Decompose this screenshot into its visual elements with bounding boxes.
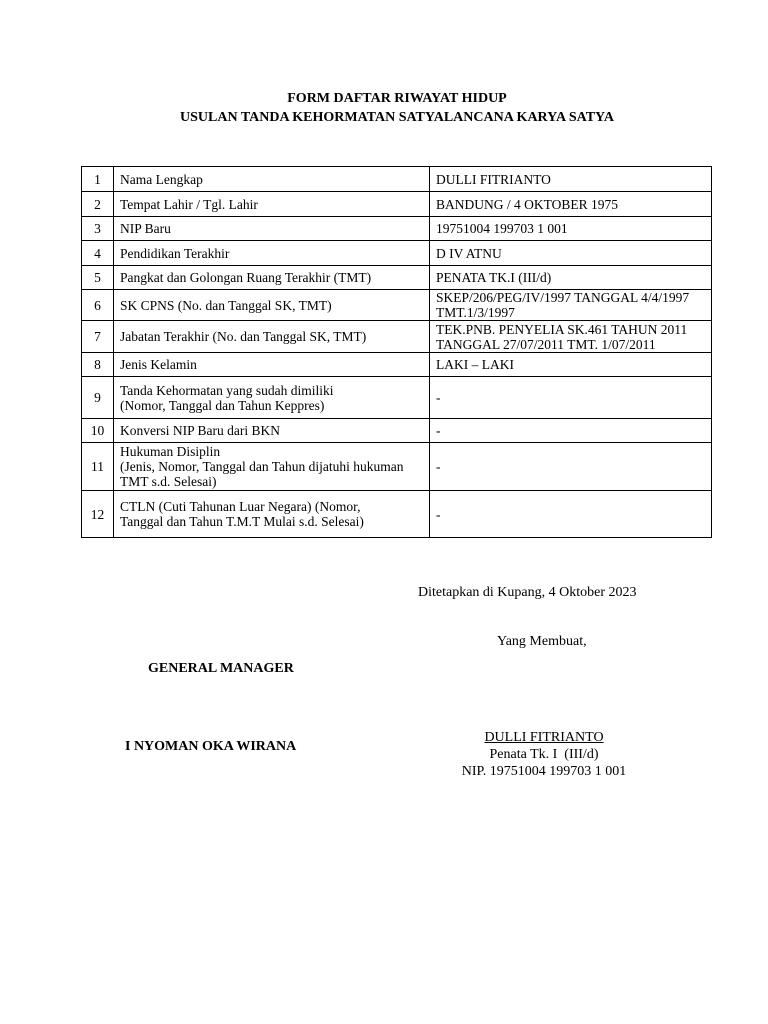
row-value-line: SKEP/206/PEG/IV/1997 TANGGAL 4/4/1997	[436, 290, 690, 305]
row-number: 7	[82, 321, 114, 353]
row-label-line: Tanda Kehormatan yang sudah dimiliki	[120, 382, 334, 398]
row-value: -	[430, 419, 712, 443]
row-label-line: TMT s.d. Selesai)	[120, 474, 217, 489]
row-value-line: TANGGAL 27/07/2011 TMT. 1/07/2011	[436, 336, 656, 352]
table-row	[82, 377, 712, 419]
row-label: Jabatan Terakhir (No. dan Tanggal SK, TMT)	[114, 321, 430, 353]
row-label: Pendidikan Terakhir	[114, 241, 430, 266]
row-value: 19751004 199703 1 001	[430, 217, 712, 241]
row-label-line: Hukuman Disiplin	[120, 444, 221, 459]
row-label	[114, 443, 430, 491]
row-value: -	[430, 377, 712, 419]
place-date: Ditetapkan di Kupang, 4 Oktober 2023	[418, 585, 637, 600]
row-label: Nama Lengkap	[114, 167, 430, 192]
row-value: PENATA TK.I (III/d)	[430, 266, 712, 290]
row-value-line: TMT.1/3/1997	[436, 305, 515, 320]
row-label-line: (Nomor, Tanggal dan Tahun Keppres)	[120, 397, 325, 413]
row-number: 1	[82, 167, 114, 192]
table-row	[82, 353, 712, 377]
row-value	[430, 321, 712, 353]
row-label: Jenis Kelamin	[114, 353, 430, 377]
right-signer-name: DULLI FITRIANTO	[484, 730, 604, 745]
row-number: 2	[82, 192, 114, 217]
table-row	[82, 419, 712, 443]
row-number: 10	[82, 419, 114, 443]
table-row	[82, 321, 712, 353]
table-row	[82, 443, 712, 491]
row-value: DULLI FITRIANTO	[430, 167, 712, 192]
table-row	[82, 266, 712, 290]
table-row	[82, 217, 712, 241]
left-signer-position: GENERAL MANAGER	[148, 661, 294, 676]
row-label: NIP Baru	[114, 217, 430, 241]
row-label: SK CPNS (No. dan Tanggal SK, TMT)	[114, 290, 430, 321]
table-row	[82, 241, 712, 266]
row-label	[114, 377, 430, 419]
biodata-table	[81, 166, 712, 538]
table-row	[82, 290, 712, 321]
row-number: 6	[82, 290, 114, 321]
right-signer-rank: Penata Tk. I (III/d)	[489, 747, 599, 762]
row-number: 3	[82, 217, 114, 241]
document-subtitle: USULAN TANDA KEHORMATAN SATYALANCANA KARYA SATYA	[180, 110, 614, 125]
right-signer-nip: NIP. 19751004 199703 1 001	[461, 764, 627, 779]
row-value: -	[430, 491, 712, 538]
row-number: 12	[82, 491, 114, 538]
row-label-line: CTLN (Cuti Tahunan Luar Negara) (Nomor,	[120, 499, 361, 514]
row-value: D IV ATNU	[430, 241, 712, 266]
row-label-line: Tanggal dan Tahun T.M.T Mulai s.d. Selesai)	[120, 514, 364, 529]
row-number: 8	[82, 353, 114, 377]
row-number: 4	[82, 241, 114, 266]
maker-label: Yang Membuat,	[497, 634, 587, 649]
table-row	[82, 167, 712, 192]
row-value: -	[430, 443, 712, 491]
row-label	[114, 491, 430, 538]
table-row	[82, 192, 712, 217]
row-number: 5	[82, 266, 114, 290]
row-label-line: (Jenis, Nomor, Tanggal dan Tahun dijatuhi hukuman	[120, 459, 404, 474]
row-value-line: TEK.PNB. PENYELIA SK.461 TAHUN 2011	[436, 321, 688, 337]
row-label: Tempat Lahir / Tgl. Lahir	[114, 192, 430, 217]
right-signer-block	[424, 729, 664, 780]
row-number: 9	[82, 377, 114, 419]
left-signer-name: I NYOMAN OKA WIRANA	[125, 739, 297, 754]
row-number: 11	[82, 443, 114, 491]
table-row	[82, 491, 712, 538]
row-label: Konversi NIP Baru dari BKN	[114, 419, 430, 443]
row-value: LAKI – LAKI	[430, 353, 712, 377]
row-value: BANDUNG / 4 OKTOBER 1975	[430, 192, 712, 217]
row-label: Pangkat dan Golongan Ruang Terakhir (TMT)	[114, 266, 430, 290]
document-title: FORM DAFTAR RIWAYAT HIDUP	[287, 91, 507, 106]
row-value	[430, 290, 712, 321]
